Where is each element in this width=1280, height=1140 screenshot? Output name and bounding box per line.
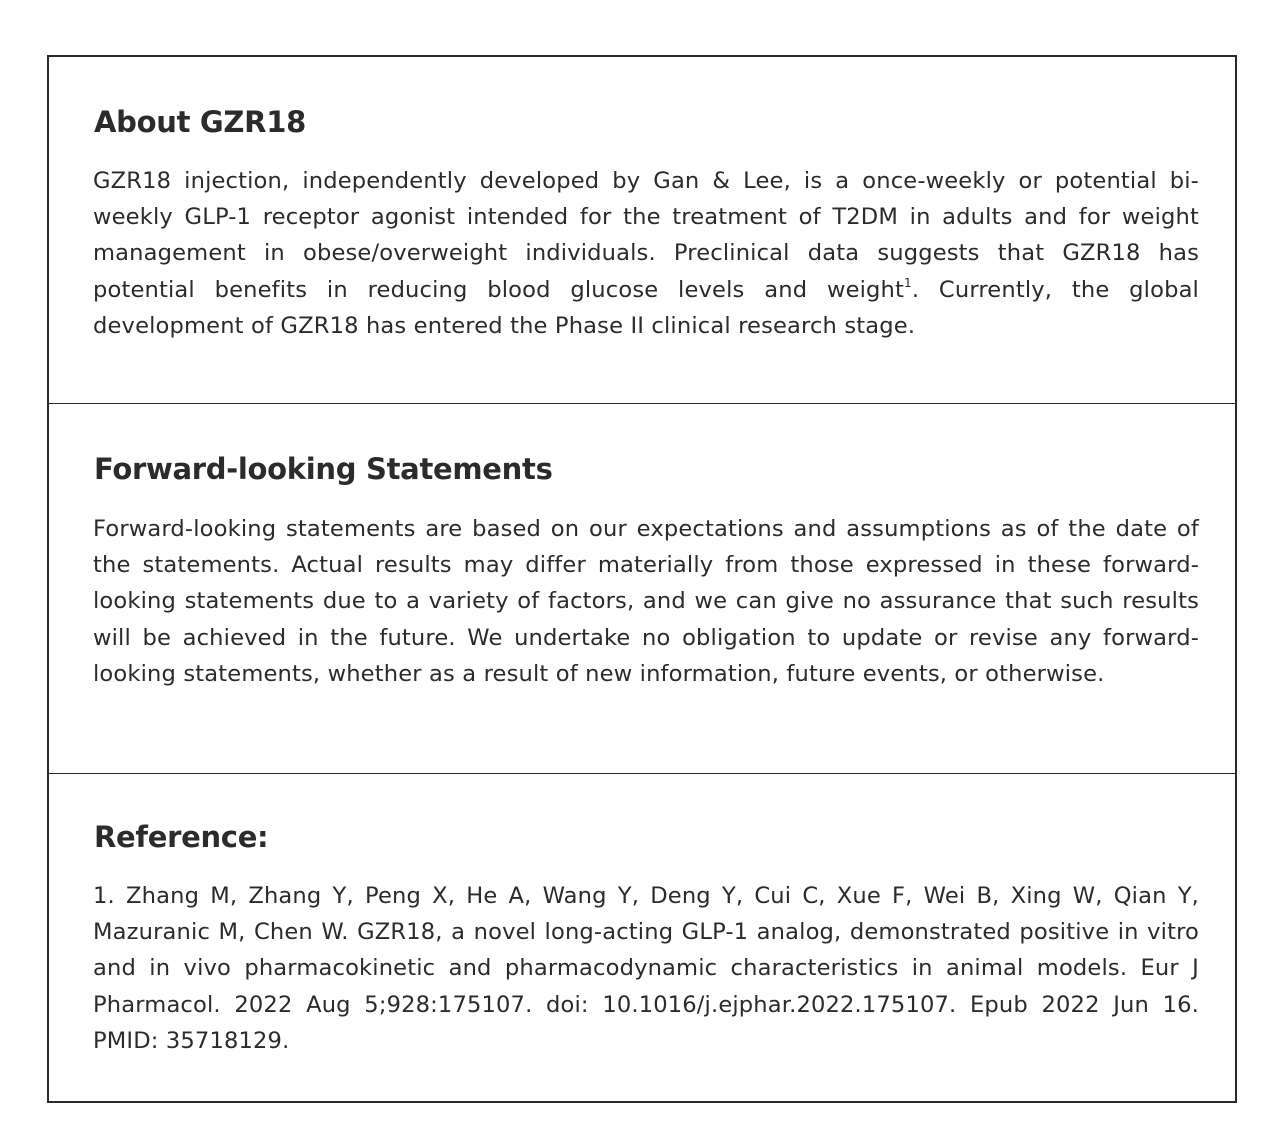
reference-item: 1. Zhang M, Zhang Y, Peng X, He A, Wang Y, Deng Y, Cui C, Xue F, Wei B, Xing W, Qian Y, Mazuranic M, Chen W. GZR18, a novel long-acting GLP-1 analog, demonstrated positive in vitro and in vivo pharmacokinetic and pharmacodynamic characteristics in animal models. Eur J Pharmacol. 2022 Aug 5;928:175107. doi: 10.1016/j.ejphar.2022.175107. Epub 2022 Jun 16. PMID: 35718129.	[93, 883, 1199, 1054]
document-box	[47, 55, 1237, 1103]
about-body-text: GZR18 injection, independently developed by Gan & Lee, is a once-weekly or potential bi-weekly GLP-1 receptor agonist intended for the treatment of T2DM in adults and for weight management in obese/overweight individuals. Preclinical data suggests that GZR18 has potential benefits in reducing blood glucose levels and weight	[93, 168, 1199, 303]
reference-section	[49, 774, 1235, 1101]
about-heading: About GZR18	[94, 105, 306, 139]
footnote-marker: 1	[904, 275, 912, 290]
about-paragraph	[93, 163, 1199, 344]
about-section	[49, 57, 1235, 403]
forward-looking-section	[49, 404, 1235, 773]
forward-looking-paragraph: Forward-looking statements are based on our expectations and assumptions as of the date of the statements. Actual results may differ materially from those expressed in these forward-looking statements due to a variety of factors, and we can give no assurance that such results will be achieved in the future. We undertake no obligation to update or revise any forward-looking statements, whether as a result of new information, future events, or otherwise.	[93, 516, 1199, 687]
forward-looking-heading: Forward-looking Statements	[94, 452, 553, 486]
reference-heading: Reference:	[94, 820, 269, 854]
about-body-text-cont: . Currently, the global development of GZR18 has entered the Phase II clinical research stage.	[93, 276, 1199, 339]
